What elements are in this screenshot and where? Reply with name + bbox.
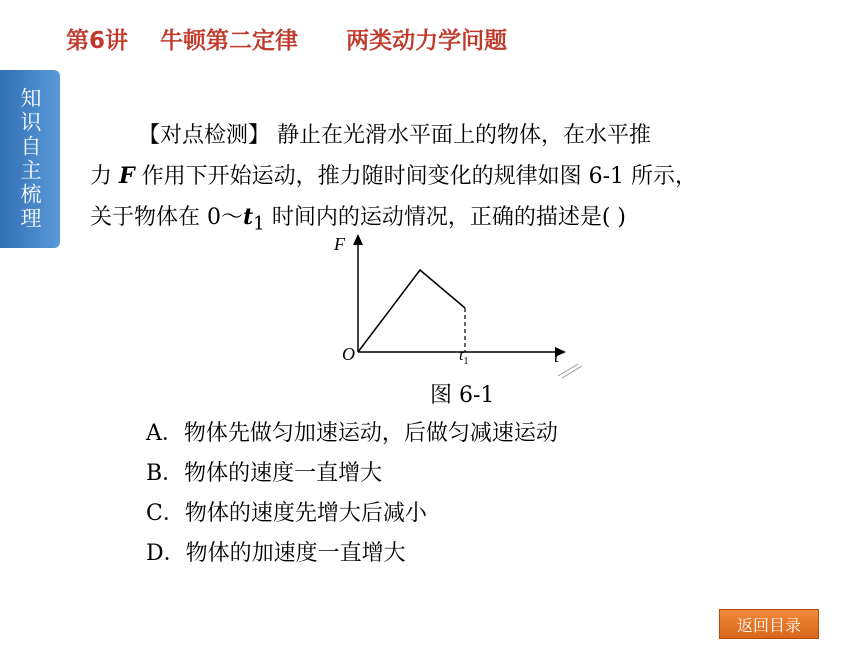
figure-caption: 图 6-1 bbox=[430, 383, 495, 408]
option-c: C．物体的速度先增大后减小 bbox=[146, 501, 427, 526]
side-tab-knowledge-review[interactable] bbox=[0, 70, 60, 248]
question-stem bbox=[90, 116, 810, 244]
question-line-2: 力 F 作用下开始运动，推力随时间变化的规律如图 6-1 所示， bbox=[90, 163, 698, 189]
origin-label: O bbox=[342, 344, 355, 364]
option-b: B．物体的速度一直增大 bbox=[146, 461, 383, 486]
option-d: D．物体的加速度一直增大 bbox=[146, 541, 406, 566]
option-a: A．物体先做匀加速运动，后做匀减速运动 bbox=[146, 421, 558, 446]
force-curve bbox=[358, 270, 465, 352]
force-time-graph bbox=[330, 228, 590, 388]
x-axis-label: t bbox=[554, 346, 560, 366]
lesson-title: 第6讲 牛顿第二定律 两类动力学问题 bbox=[66, 28, 508, 54]
side-tab-label: 知识自主梳理 bbox=[18, 87, 42, 231]
time-variable: t bbox=[243, 204, 254, 230]
answer-options bbox=[146, 414, 558, 574]
force-variable: F bbox=[119, 163, 135, 189]
question-line-1: 【对点检测】 静止在光滑水平面上的物体，在水平推 bbox=[138, 123, 651, 148]
t1-label: $t_1$ bbox=[459, 347, 469, 367]
question-line-3: 关于物体在 $0\sim t_1$ 时间内的运动情况，正确的描述是( ) bbox=[90, 204, 626, 235]
y-axis-arrow bbox=[353, 234, 363, 245]
back-to-contents-button[interactable]: 返回目录 bbox=[719, 609, 819, 639]
y-axis-label: F bbox=[334, 234, 345, 254]
